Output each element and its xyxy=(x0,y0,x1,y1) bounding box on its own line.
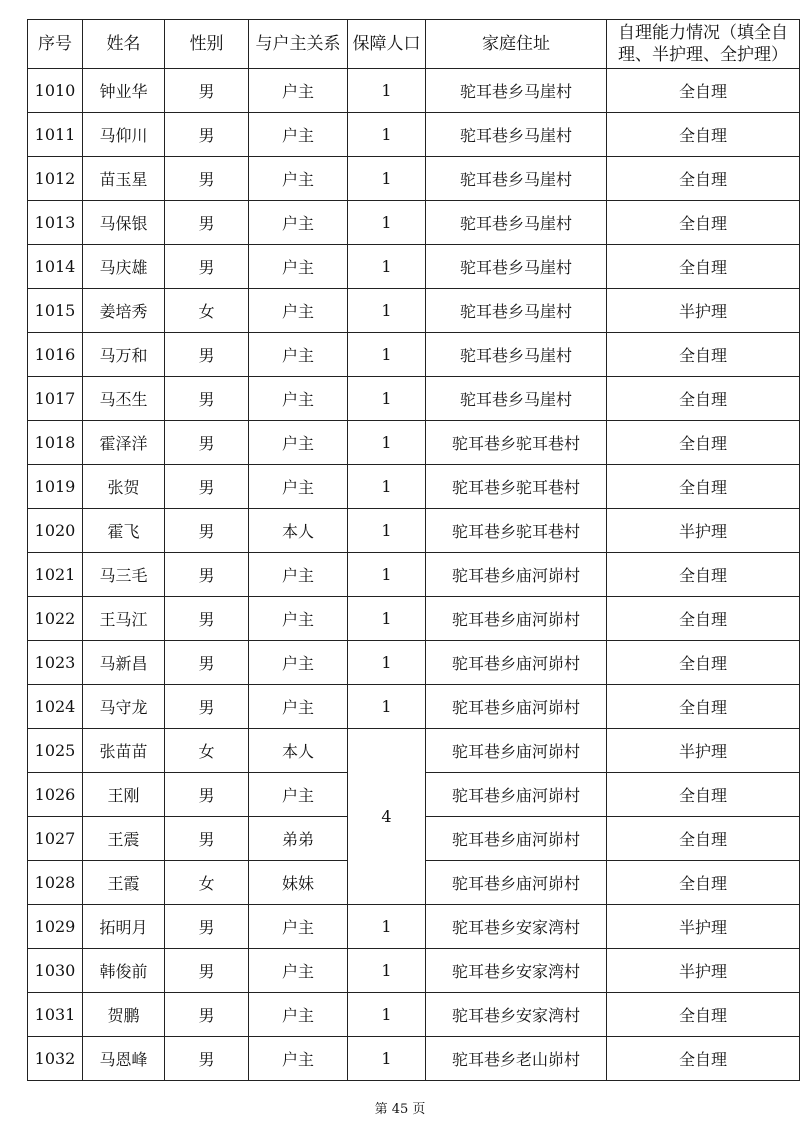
cell-care: 全自理 xyxy=(607,157,800,201)
cell-relation: 户主 xyxy=(249,289,348,333)
cell-seq: 1025 xyxy=(28,729,83,773)
cell-address: 驼耳巷乡驼耳巷村 xyxy=(426,509,607,553)
cell-care: 全自理 xyxy=(607,377,800,421)
cell-name: 马恩峰 xyxy=(83,1037,165,1081)
cell-gender: 男 xyxy=(165,641,249,685)
cell-gender: 女 xyxy=(165,729,249,773)
cell-population: 1 xyxy=(348,157,426,201)
cell-relation: 户主 xyxy=(249,465,348,509)
table-row xyxy=(28,421,800,465)
cell-address: 驼耳巷乡庙河峁村 xyxy=(426,553,607,597)
cell-relation: 户主 xyxy=(249,113,348,157)
cell-address: 驼耳巷乡庙河峁村 xyxy=(426,641,607,685)
cell-relation: 户主 xyxy=(249,949,348,993)
cell-seq: 1016 xyxy=(28,333,83,377)
table-row xyxy=(28,641,800,685)
cell-gender: 男 xyxy=(165,421,249,465)
cell-relation: 本人 xyxy=(249,729,348,773)
cell-gender: 男 xyxy=(165,377,249,421)
cell-seq: 1028 xyxy=(28,861,83,905)
cell-care: 全自理 xyxy=(607,333,800,377)
cell-care: 全自理 xyxy=(607,597,800,641)
cell-seq: 1020 xyxy=(28,509,83,553)
cell-address: 驼耳巷乡庙河峁村 xyxy=(426,773,607,817)
cell-seq: 1019 xyxy=(28,465,83,509)
table-row xyxy=(28,949,800,993)
cell-seq: 1030 xyxy=(28,949,83,993)
cell-address: 驼耳巷乡安家湾村 xyxy=(426,993,607,1037)
cell-relation: 户主 xyxy=(249,641,348,685)
cell-care: 半护理 xyxy=(607,729,800,773)
cell-name: 马万和 xyxy=(83,333,165,377)
cell-name: 马庆雄 xyxy=(83,245,165,289)
cell-name: 马守龙 xyxy=(83,685,165,729)
table-row xyxy=(28,993,800,1037)
cell-relation: 户主 xyxy=(249,685,348,729)
table-row xyxy=(28,729,800,773)
cell-address: 驼耳巷乡马崖村 xyxy=(426,289,607,333)
cell-population: 1 xyxy=(348,377,426,421)
cell-gender: 男 xyxy=(165,817,249,861)
cell-gender: 男 xyxy=(165,113,249,157)
cell-name: 马三毛 xyxy=(83,553,165,597)
cell-relation: 户主 xyxy=(249,333,348,377)
cell-name: 张贺 xyxy=(83,465,165,509)
cell-care: 全自理 xyxy=(607,685,800,729)
cell-name: 姜培秀 xyxy=(83,289,165,333)
cell-address: 驼耳巷乡庙河峁村 xyxy=(426,597,607,641)
cell-relation: 户主 xyxy=(249,993,348,1037)
cell-care: 全自理 xyxy=(607,69,800,113)
cell-address: 驼耳巷乡庙河峁村 xyxy=(426,729,607,773)
cell-gender: 男 xyxy=(165,1037,249,1081)
cell-population: 1 xyxy=(348,597,426,641)
table-row xyxy=(28,201,800,245)
cell-population: 1 xyxy=(348,685,426,729)
cell-gender: 男 xyxy=(165,333,249,377)
cell-population: 1 xyxy=(348,333,426,377)
header-gender: 性别 xyxy=(165,20,249,69)
cell-seq: 1013 xyxy=(28,201,83,245)
table-row xyxy=(28,553,800,597)
cell-population: 1 xyxy=(348,465,426,509)
cell-relation: 户主 xyxy=(249,597,348,641)
cell-relation: 户主 xyxy=(249,69,348,113)
header-population: 保障人口 xyxy=(348,20,426,69)
cell-name: 王霞 xyxy=(83,861,165,905)
cell-gender: 女 xyxy=(165,861,249,905)
table-row xyxy=(28,509,800,553)
table-row xyxy=(28,333,800,377)
cell-address: 驼耳巷乡马崖村 xyxy=(426,69,607,113)
cell-name: 钟业华 xyxy=(83,69,165,113)
cell-seq: 1031 xyxy=(28,993,83,1037)
cell-population: 1 xyxy=(348,1037,426,1081)
cell-relation: 户主 xyxy=(249,201,348,245)
cell-gender: 男 xyxy=(165,157,249,201)
cell-population: 1 xyxy=(348,113,426,157)
cell-gender: 女 xyxy=(165,289,249,333)
cell-care: 全自理 xyxy=(607,553,800,597)
table-row xyxy=(28,377,800,421)
cell-name: 拓明月 xyxy=(83,905,165,949)
table-row xyxy=(28,905,800,949)
cell-name: 霍飞 xyxy=(83,509,165,553)
cell-care: 全自理 xyxy=(607,421,800,465)
cell-gender: 男 xyxy=(165,773,249,817)
table-row xyxy=(28,157,800,201)
cell-gender: 男 xyxy=(165,69,249,113)
header-name: 姓名 xyxy=(83,20,165,69)
cell-address: 驼耳巷乡马崖村 xyxy=(426,113,607,157)
cell-seq: 1024 xyxy=(28,685,83,729)
cell-care: 半护理 xyxy=(607,289,800,333)
table-row xyxy=(28,465,800,509)
cell-seq: 1012 xyxy=(28,157,83,201)
cell-name: 王刚 xyxy=(83,773,165,817)
cell-name: 马仰川 xyxy=(83,113,165,157)
cell-population: 1 xyxy=(348,949,426,993)
cell-address: 驼耳巷乡庙河峁村 xyxy=(426,817,607,861)
cell-seq: 1032 xyxy=(28,1037,83,1081)
cell-seq: 1014 xyxy=(28,245,83,289)
cell-population: 1 xyxy=(348,421,426,465)
cell-care: 半护理 xyxy=(607,905,800,949)
cell-relation: 户主 xyxy=(249,553,348,597)
table-row xyxy=(28,69,800,113)
header-address: 家庭住址 xyxy=(426,20,607,69)
cell-relation: 户主 xyxy=(249,245,348,289)
cell-name: 霍泽洋 xyxy=(83,421,165,465)
cell-population: 1 xyxy=(348,641,426,685)
cell-gender: 男 xyxy=(165,201,249,245)
cell-care: 半护理 xyxy=(607,509,800,553)
cell-gender: 男 xyxy=(165,245,249,289)
cell-address: 驼耳巷乡马崖村 xyxy=(426,201,607,245)
cell-care: 半护理 xyxy=(607,949,800,993)
cell-relation: 户主 xyxy=(249,421,348,465)
cell-care: 全自理 xyxy=(607,993,800,1037)
cell-care: 全自理 xyxy=(607,201,800,245)
cell-population: 1 xyxy=(348,553,426,597)
cell-population: 1 xyxy=(348,905,426,949)
table-row xyxy=(28,113,800,157)
cell-name: 贺鹏 xyxy=(83,993,165,1037)
cell-care: 全自理 xyxy=(607,113,800,157)
cell-address: 驼耳巷乡驼耳巷村 xyxy=(426,465,607,509)
cell-name: 王震 xyxy=(83,817,165,861)
cell-address: 驼耳巷乡安家湾村 xyxy=(426,949,607,993)
cell-relation: 弟弟 xyxy=(249,817,348,861)
cell-care: 全自理 xyxy=(607,245,800,289)
cell-seq: 1021 xyxy=(28,553,83,597)
header-care: 自理能力情况（填全自理、半护理、全护理） xyxy=(607,20,800,69)
roster-table xyxy=(27,19,800,1081)
cell-seq: 1022 xyxy=(28,597,83,641)
cell-seq: 1010 xyxy=(28,69,83,113)
cell-relation: 户主 xyxy=(249,157,348,201)
cell-address: 驼耳巷乡安家湾村 xyxy=(426,905,607,949)
header-seq: 序号 xyxy=(28,20,83,69)
cell-seq: 1011 xyxy=(28,113,83,157)
cell-address: 驼耳巷乡驼耳巷村 xyxy=(426,421,607,465)
cell-address: 驼耳巷乡马崖村 xyxy=(426,245,607,289)
cell-relation: 户主 xyxy=(249,773,348,817)
cell-name: 张苗苗 xyxy=(83,729,165,773)
cell-seq: 1023 xyxy=(28,641,83,685)
table-row xyxy=(28,289,800,333)
cell-seq: 1015 xyxy=(28,289,83,333)
cell-address: 驼耳巷乡庙河峁村 xyxy=(426,685,607,729)
cell-population: 4 xyxy=(348,729,426,905)
table-row xyxy=(28,685,800,729)
cell-care: 全自理 xyxy=(607,773,800,817)
cell-care: 全自理 xyxy=(607,817,800,861)
cell-address: 驼耳巷乡老山峁村 xyxy=(426,1037,607,1081)
cell-population: 1 xyxy=(348,289,426,333)
cell-population: 1 xyxy=(348,245,426,289)
table-row xyxy=(28,1037,800,1081)
cell-name: 马新昌 xyxy=(83,641,165,685)
cell-relation: 户主 xyxy=(249,905,348,949)
cell-care: 全自理 xyxy=(607,641,800,685)
cell-relation: 户主 xyxy=(249,377,348,421)
cell-care: 全自理 xyxy=(607,465,800,509)
table-row xyxy=(28,597,800,641)
cell-gender: 男 xyxy=(165,553,249,597)
page-number: 第 45 页 xyxy=(374,1102,426,1117)
cell-gender: 男 xyxy=(165,993,249,1037)
cell-gender: 男 xyxy=(165,949,249,993)
cell-address: 驼耳巷乡庙河峁村 xyxy=(426,861,607,905)
cell-gender: 男 xyxy=(165,905,249,949)
cell-care: 全自理 xyxy=(607,1037,800,1081)
cell-name: 韩俊前 xyxy=(83,949,165,993)
cell-name: 苗玉星 xyxy=(83,157,165,201)
cell-relation: 妹妹 xyxy=(249,861,348,905)
cell-name: 马保银 xyxy=(83,201,165,245)
header-relation: 与户主关系 xyxy=(249,20,348,69)
cell-gender: 男 xyxy=(165,597,249,641)
cell-relation: 户主 xyxy=(249,1037,348,1081)
cell-population: 1 xyxy=(348,509,426,553)
cell-seq: 1018 xyxy=(28,421,83,465)
cell-gender: 男 xyxy=(165,465,249,509)
cell-seq: 1027 xyxy=(28,817,83,861)
header-row xyxy=(28,20,800,69)
cell-relation: 本人 xyxy=(249,509,348,553)
cell-seq: 1029 xyxy=(28,905,83,949)
cell-population: 1 xyxy=(348,993,426,1037)
cell-care: 全自理 xyxy=(607,861,800,905)
table-row xyxy=(28,245,800,289)
cell-address: 驼耳巷乡马崖村 xyxy=(426,377,607,421)
cell-name: 马丕生 xyxy=(83,377,165,421)
cell-seq: 1026 xyxy=(28,773,83,817)
cell-population: 1 xyxy=(348,69,426,113)
cell-gender: 男 xyxy=(165,685,249,729)
cell-gender: 男 xyxy=(165,509,249,553)
cell-seq: 1017 xyxy=(28,377,83,421)
cell-address: 驼耳巷乡马崖村 xyxy=(426,333,607,377)
cell-address: 驼耳巷乡马崖村 xyxy=(426,157,607,201)
cell-population: 1 xyxy=(348,201,426,245)
cell-name: 王马江 xyxy=(83,597,165,641)
